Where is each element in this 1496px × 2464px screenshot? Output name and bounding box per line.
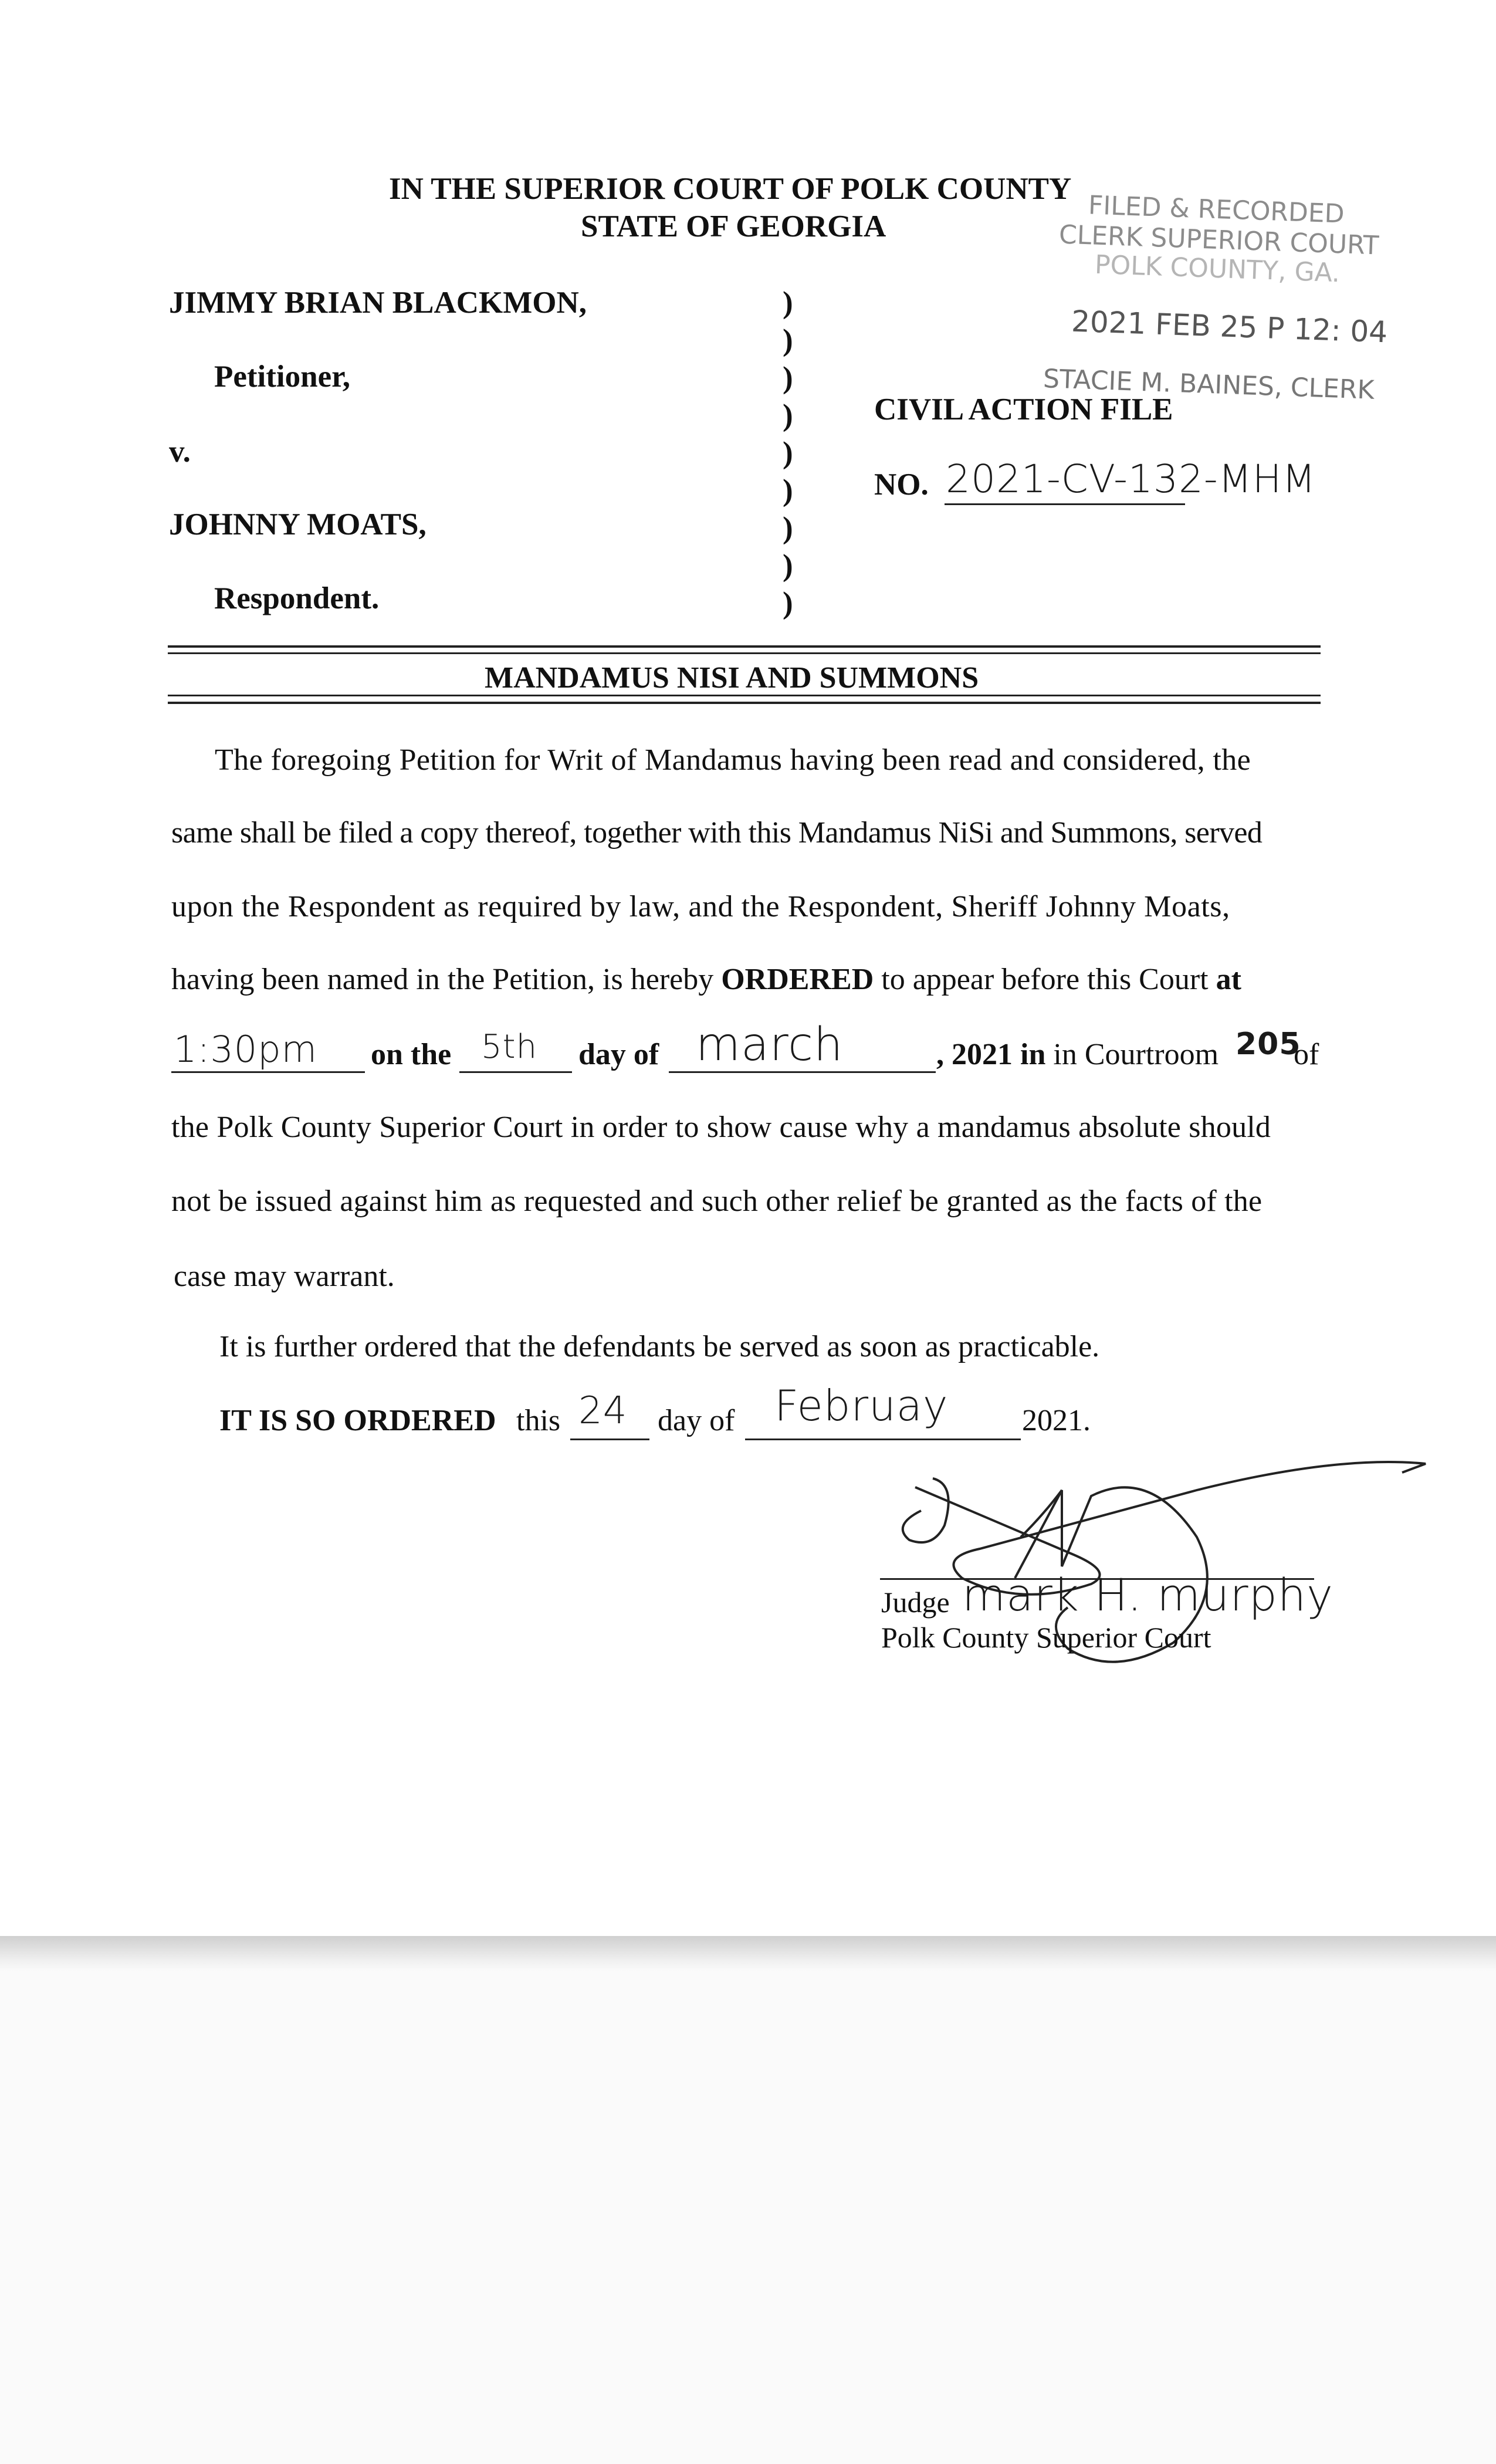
versus: v. [169, 435, 191, 469]
document-title: MANDAMUS NISI AND SUMMONS [485, 661, 979, 695]
rule-bottom-2 [168, 702, 1321, 704]
body-line-2: same shall be filed a copy thereof, together with this Mandamus NiSi and Summons, served [171, 816, 1263, 849]
courtroom-handwritten: 205 [1236, 1027, 1301, 1062]
this-label: this [516, 1404, 561, 1437]
petitioner-name: JIMMY BRIAN BLACKMON, [169, 286, 587, 320]
petitioner-role: Petitioner, [214, 360, 351, 394]
stamp-line-3: POLK COUNTY, GA. [1094, 249, 1341, 289]
respondent-name: JOHNNY MOATS, [169, 507, 427, 541]
judge-label: Judge [881, 1586, 950, 1619]
court-state: STATE OF GEORGIA [581, 209, 886, 243]
civil-action-label: CIVIL ACTION FILE [874, 392, 1173, 427]
case-number-handwritten: 2021-CV-132-MHM [946, 456, 1316, 502]
stamp-line-2: CLERK SUPERIOR COURT [1058, 219, 1380, 261]
ordered-keyword: ORDERED [721, 963, 874, 996]
body-line-9: It is further ordered that the defendants be served as soon as practicable. [219, 1330, 1100, 1363]
day-handwritten: 5th [481, 1028, 538, 1066]
stamp-datetime: 2021 FEB 25 P 12: 04 [1071, 304, 1389, 350]
year-label: , 2021 in [936, 1038, 1046, 1071]
case-number-label: NO. [874, 468, 929, 502]
ordered-day-handwritten: 24 [578, 1389, 628, 1433]
on-the-label: on the [371, 1038, 452, 1071]
paren: ) [783, 511, 793, 545]
body-line-6: the Polk County Superior Court in order to show cause why a mandamus absolute should [171, 1111, 1271, 1144]
of-label: of [1294, 1038, 1319, 1071]
day-blank [459, 1071, 572, 1073]
time-handwritten: 1:30pm [174, 1028, 317, 1071]
paren: ) [783, 361, 793, 395]
paren: ) [783, 473, 793, 507]
body-line-3: upon the Respondent as required by law, and the Respondent, Sheriff Johnny Moats, [171, 890, 1230, 923]
paren: ) [783, 286, 793, 320]
month-handwritten: march [696, 1018, 844, 1071]
at-keyword: at [1216, 963, 1241, 996]
paren: ) [783, 398, 793, 432]
ordered-day-of-label: day of [658, 1404, 735, 1437]
body-line-4 [171, 962, 1241, 997]
body-line-4-text: having been named in the Petition, is hereby [171, 963, 722, 996]
paren: ) [783, 549, 793, 583]
year-in-courtroom [936, 1037, 1219, 1072]
in-courtroom-label: in Courtroom [1045, 1038, 1219, 1071]
respondent-role: Respondent. [214, 581, 380, 615]
rule-bottom-1 [168, 695, 1321, 696]
body-line-7: not be issued against him as requested and such other relief be granted as the facts of the [171, 1184, 1263, 1218]
judge-name-handwritten: mark H. murphy [962, 1569, 1333, 1621]
month-blank [669, 1071, 936, 1073]
stamp-clerk: STACIE M. BAINES, CLERK [1043, 364, 1375, 405]
case-number-blank [945, 503, 1185, 505]
rule-top-2 [168, 652, 1321, 654]
ordered-year: 2021. [1022, 1404, 1091, 1437]
court-name: IN THE SUPERIOR COURT OF POLK COUNTY [389, 172, 1072, 206]
paren: ) [783, 436, 793, 470]
time-blank [171, 1071, 365, 1073]
body-line-4-text-2: to appear before this Court [874, 963, 1216, 996]
body-line-1: The foregoing Petition for Writ of Mandamus having been read and considered, the [215, 743, 1251, 777]
paren: ) [783, 323, 793, 357]
ordered-month-handwritten: Februay [774, 1381, 949, 1430]
body-line-8: case may warrant. [174, 1260, 395, 1293]
stamp-line-1: FILED & RECORDED [1088, 190, 1345, 229]
scan-edge-shadow [0, 1936, 1496, 1971]
paren: ) [783, 586, 793, 620]
rule-top-1 [168, 645, 1321, 648]
ordered-day-blank [570, 1439, 649, 1440]
day-of-label: day of [578, 1038, 659, 1071]
so-ordered-label: IT IS SO ORDERED [219, 1404, 496, 1437]
judge-court-line: Polk County Superior Court [881, 1621, 1211, 1654]
